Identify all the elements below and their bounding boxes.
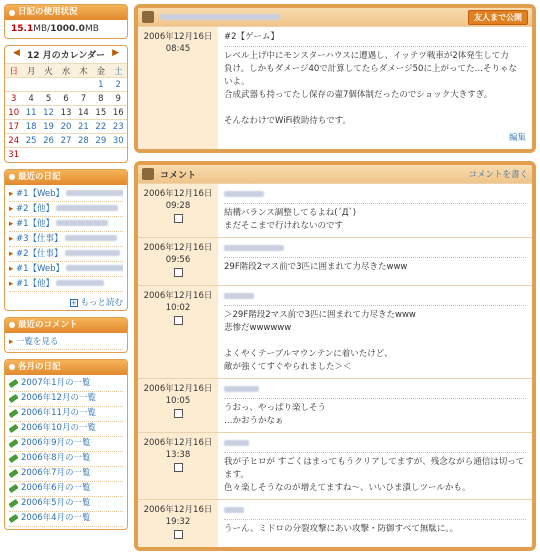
recent-comments-title: 最近のコメント xyxy=(18,319,78,330)
calendar-day[interactable]: 12 xyxy=(40,106,57,120)
weekday-label: 土 xyxy=(110,64,127,78)
comment-line: 結構バランス調整してるよね(´Д`) xyxy=(224,208,357,218)
redacted-author xyxy=(224,440,249,446)
calendar-day[interactable]: 6 xyxy=(57,92,74,106)
redacted-text xyxy=(66,265,123,271)
monthly-label: 2006年7月の一覧 xyxy=(21,468,91,478)
pencil-icon xyxy=(9,439,19,448)
comment-body xyxy=(218,433,532,499)
comments-panel xyxy=(134,161,536,551)
recent-entry-label: #2【仕事】 xyxy=(15,248,63,259)
calendar-day[interactable]: 10 xyxy=(5,106,22,120)
calendar-day[interactable]: 31 xyxy=(5,148,22,162)
usage-sep: MB/ xyxy=(33,24,51,34)
redacted-text xyxy=(66,190,123,196)
redacted-text xyxy=(56,280,104,286)
monthly-link[interactable] xyxy=(9,437,123,452)
recent-entry-link[interactable] xyxy=(9,232,123,247)
comment-date: 2006年12月16日 xyxy=(143,291,213,301)
bullet-icon xyxy=(9,322,15,328)
pencil-icon xyxy=(9,514,19,523)
entry-date: 2006年12月16日 xyxy=(143,32,213,42)
monthly-label: 2007年1月の一覧 xyxy=(21,378,91,388)
entry-header xyxy=(138,8,532,26)
calendar-day xyxy=(75,78,92,92)
comment-line: ＞29F階段2マス前で3匹に囲まれて力尽きたwww xyxy=(224,310,416,320)
monthly-label: 2006年8月の一覧 xyxy=(21,453,91,463)
usage-value xyxy=(5,20,127,38)
entry-time: 08:45 xyxy=(165,44,191,54)
arrow-icon: ▸ xyxy=(9,263,16,274)
redacted-author xyxy=(224,293,254,299)
weekday-label: 日 xyxy=(5,64,22,78)
weekday-label: 木 xyxy=(75,64,92,78)
entry-line: いよ。 xyxy=(224,77,250,87)
recent-box xyxy=(4,169,128,311)
calendar-day[interactable]: 9 xyxy=(110,92,127,106)
comment-list xyxy=(138,183,532,547)
plus-icon: + xyxy=(70,298,77,307)
monthly-label: 2006年11月の一覧 xyxy=(21,408,96,418)
recent-entry-link[interactable] xyxy=(9,277,123,292)
comment-body xyxy=(218,379,532,432)
comment-line: まだそこまで行けれないのです xyxy=(224,221,344,231)
entry-body xyxy=(218,27,532,149)
recent-comments-list xyxy=(5,333,127,352)
comment-date-col xyxy=(138,500,218,547)
arrow-icon: ▸ xyxy=(9,248,16,259)
calendar-day xyxy=(57,78,74,92)
recent-entry-link[interactable] xyxy=(9,262,123,277)
monthly-header xyxy=(5,360,127,375)
usage-used: 15.1 xyxy=(11,24,34,34)
redacted-author xyxy=(224,507,244,513)
monthly-label: 2006年5月の一覧 xyxy=(21,498,91,508)
comment-line: ます。 xyxy=(224,470,249,480)
comments-list-label: 一覧を見る xyxy=(15,336,59,347)
calendar-day xyxy=(22,78,39,92)
comment-date: 2006年12月16日 xyxy=(143,384,213,394)
calendar-day[interactable]: 14 xyxy=(75,106,92,120)
comment-line: うおっ、やっぱり楽しそう xyxy=(224,403,327,413)
calendar-day[interactable]: 3 xyxy=(5,92,22,106)
monthly-label: 2006年10月の一覧 xyxy=(21,423,96,433)
comment-line: 29F階段2マス前で3匹に囲まれて力尽きたwww xyxy=(224,262,408,272)
comment-date-col xyxy=(138,184,218,237)
pencil-icon xyxy=(9,454,19,463)
arrow-icon: ▸ xyxy=(9,336,14,347)
comment-line: …かおうかなぁ xyxy=(224,416,284,426)
comment-body xyxy=(218,184,532,237)
calendar-box xyxy=(4,45,128,163)
comments-title: コメント xyxy=(160,170,197,181)
comment-row xyxy=(138,499,532,547)
recent-entry-label: #1【Web】 xyxy=(15,188,65,199)
monthly-box xyxy=(4,359,128,530)
recent-title: 最近の日記 xyxy=(18,171,61,182)
comments-list-link[interactable] xyxy=(9,335,123,350)
calendar-day[interactable]: 7 xyxy=(75,92,92,106)
calendar-day[interactable]: 5 xyxy=(40,92,57,106)
usage-header xyxy=(5,5,127,20)
entry-line: 合成武器も持ってたし保存の壷7個体制だったのでショック大きすぎ。 xyxy=(224,90,493,100)
comment-line: 我が子ヒロが すごくはまってもうクリアしてますが、残念ながら通信は切って xyxy=(224,457,525,467)
recent-entry-link[interactable] xyxy=(9,247,123,262)
redacted-text xyxy=(65,250,120,256)
entry-title-redacted xyxy=(160,14,280,20)
monthly-link[interactable] xyxy=(9,467,123,482)
delete-checkbox[interactable] xyxy=(174,409,183,418)
comment-date-col xyxy=(138,433,218,499)
calendar-day[interactable]: 30 xyxy=(110,134,127,148)
entry-line: レベル上げ中にモンスターハウスに遭遇し、イッテツ戦車が2体発生して力 xyxy=(224,51,509,61)
entry-row xyxy=(138,26,532,149)
weekday-label: 水 xyxy=(57,64,74,78)
calendar-day[interactable]: 13 xyxy=(57,106,74,120)
more-label: もっと読む xyxy=(80,297,123,308)
arrow-icon: ▸ xyxy=(9,188,16,199)
monthly-link[interactable] xyxy=(9,407,123,422)
comment-date: 2006年12月16日 xyxy=(143,438,213,448)
comment-date: 2006年12月16日 xyxy=(143,505,213,515)
comment-date-col xyxy=(138,379,218,432)
entry-line xyxy=(224,102,526,115)
pencil-icon xyxy=(9,469,19,478)
usage-title: 日記の使用状況 xyxy=(18,7,78,17)
visibility-badge: 友人まで公開 xyxy=(468,10,528,25)
calendar-day xyxy=(57,148,74,162)
monthly-title: 各月の日記 xyxy=(18,361,61,372)
recent-comments-box xyxy=(4,317,128,353)
comment-author xyxy=(224,290,526,306)
entry-line: 負け。しかもダメージ40で計算してたらダメージ50に上がってた…そりゃな xyxy=(224,64,517,74)
calendar-day[interactable]: 21 xyxy=(75,120,92,134)
pencil-icon xyxy=(9,484,19,493)
calendar-day xyxy=(40,78,57,92)
redacted-author xyxy=(224,245,284,251)
delete-checkbox[interactable] xyxy=(174,463,183,472)
monthly-link[interactable] xyxy=(9,512,123,527)
calendar-day[interactable]: 11 xyxy=(22,106,39,120)
more-link[interactable] xyxy=(5,294,127,310)
entry-panel xyxy=(134,4,536,153)
comment-date-col xyxy=(138,286,218,378)
monthly-list xyxy=(5,375,127,529)
calendar-day[interactable]: 23 xyxy=(110,120,127,134)
calendar-title-bar xyxy=(5,46,127,63)
calendar-day[interactable]: 26 xyxy=(40,134,57,148)
usage-box xyxy=(4,4,128,39)
calendar-day[interactable]: 20 xyxy=(57,120,74,134)
comment-author xyxy=(224,188,526,204)
comment-author xyxy=(224,504,526,520)
comment-line: うーん、ミドロの分裂攻撃にあい攻撃・防御すべて無駄に。。 xyxy=(224,524,459,534)
edit-link[interactable]: 編集 xyxy=(508,133,526,143)
sidebar xyxy=(4,4,128,536)
monthly-label: 2006年9月の一覧 xyxy=(21,438,91,448)
arrow-icon: ▸ xyxy=(9,233,16,244)
comment-time: 09:28 xyxy=(165,201,191,211)
calendar-table xyxy=(5,63,127,162)
pencil-icon xyxy=(9,379,19,388)
comment-date-col xyxy=(138,238,218,285)
bullet-icon xyxy=(9,364,15,370)
pencil-icon xyxy=(9,499,19,508)
comment-time: 13:38 xyxy=(165,450,191,460)
weekday-label: 火 xyxy=(40,64,57,78)
calendar-day[interactable]: 15 xyxy=(92,106,109,120)
monthly-label: 2006年6月の一覧 xyxy=(21,483,91,493)
arrow-icon: ▸ xyxy=(9,278,16,289)
comment-body xyxy=(218,286,532,378)
redacted-text xyxy=(56,205,118,211)
redacted-author xyxy=(224,191,264,197)
comment-line: 悲惨だwwwwww xyxy=(224,323,292,333)
calendar-day[interactable]: 18 xyxy=(22,120,39,134)
usage-unit: MB xyxy=(84,24,99,34)
monthly-link[interactable] xyxy=(9,497,123,512)
recent-header xyxy=(5,170,127,185)
delete-checkbox[interactable] xyxy=(174,530,183,539)
calendar-day[interactable]: 17 xyxy=(5,120,22,134)
prev-month-icon[interactable]: ◀ xyxy=(13,48,20,58)
recent-entry-link[interactable] xyxy=(9,202,123,217)
weekday-label: 金 xyxy=(92,64,109,78)
comment-line: よくやくテーブルマウンテンに着いたけど、 xyxy=(224,349,393,359)
entry-text xyxy=(224,50,526,128)
comment-author xyxy=(224,437,526,453)
comment-date: 2006年12月16日 xyxy=(143,189,213,199)
monthly-link[interactable] xyxy=(9,452,123,467)
calendar-day[interactable]: 22 xyxy=(92,120,109,134)
comments-header xyxy=(138,165,532,183)
entry-date-col xyxy=(138,27,218,149)
comment-row xyxy=(138,432,532,499)
recent-entry-label: #1【Web】 xyxy=(15,263,65,274)
monthly-link[interactable] xyxy=(9,422,123,437)
calendar-day[interactable]: 2 xyxy=(110,78,127,92)
pencil-icon xyxy=(9,424,19,433)
monthly-link[interactable] xyxy=(9,392,123,407)
pencil-icon xyxy=(9,394,19,403)
comment-line: 敵が強くてすぐやられました＞＜ xyxy=(224,362,352,372)
calendar-day[interactable]: 25 xyxy=(22,134,39,148)
calendar-day xyxy=(22,148,39,162)
monthly-link[interactable] xyxy=(9,482,123,497)
calendar-day[interactable]: 4 xyxy=(22,92,39,106)
comment-line xyxy=(224,335,526,348)
calendar-day[interactable]: 1 xyxy=(92,78,109,92)
calendar-day[interactable]: 29 xyxy=(92,134,109,148)
pencil-icon xyxy=(9,409,19,418)
comment-author xyxy=(224,383,526,399)
comment-author xyxy=(224,242,526,258)
recent-entry-label: #1【他】 xyxy=(15,278,54,289)
next-month-icon[interactable]: ▶ xyxy=(112,48,119,58)
redacted-author xyxy=(224,386,259,392)
comment-body xyxy=(218,500,532,547)
calendar-title: 12 月のカレンダー xyxy=(26,51,106,61)
calendar-day[interactable]: 24 xyxy=(5,134,22,148)
recent-entry-label: #1【他】 xyxy=(15,218,54,229)
monthly-link[interactable] xyxy=(9,377,123,392)
calendar-day xyxy=(92,148,109,162)
entry-line: そんなわけでWiFi救助待ちです。 xyxy=(224,116,351,126)
usage-total: 1000.0 xyxy=(50,24,85,34)
comment-row xyxy=(138,183,532,237)
comment-icon xyxy=(142,168,154,180)
arrow-icon: ▸ xyxy=(9,218,16,229)
comment-time: 10:02 xyxy=(165,303,191,313)
calendar-day[interactable]: 27 xyxy=(57,134,74,148)
recent-entry-link[interactable] xyxy=(9,217,123,232)
recent-entry-label: #2【他】 xyxy=(15,203,54,214)
arrow-icon: ▸ xyxy=(9,203,16,214)
comment-row xyxy=(138,285,532,378)
delete-checkbox[interactable] xyxy=(174,268,183,277)
monthly-label: 2006年12月の一覧 xyxy=(21,393,96,403)
weekday-label: 月 xyxy=(22,64,39,78)
comment-date: 2006年12月16日 xyxy=(143,243,213,253)
calendar-day xyxy=(5,78,22,92)
calendar-day[interactable]: 28 xyxy=(75,134,92,148)
monthly-label: 2006年4月の一覧 xyxy=(21,513,91,523)
redacted-text xyxy=(65,235,117,241)
calendar-day[interactable]: 19 xyxy=(40,120,57,134)
comment-line: 色々楽しそうなのが増えてますね～、いいひま潰しツールかも。 xyxy=(224,483,471,493)
recent-list xyxy=(5,185,127,294)
comment-time: 10:05 xyxy=(165,396,191,406)
comment-row xyxy=(138,237,532,285)
comment-row xyxy=(138,378,532,432)
bullet-icon xyxy=(9,10,15,16)
delete-checkbox[interactable] xyxy=(174,214,183,223)
bullet-icon xyxy=(9,174,15,180)
calendar-day xyxy=(75,148,92,162)
main-content xyxy=(134,4,536,559)
recent-entry-label: #3【仕事】 xyxy=(15,233,63,244)
calendar-day[interactable]: 8 xyxy=(92,92,109,106)
entry-subject: #2【ゲーム】 xyxy=(224,31,526,47)
comment-time: 19:32 xyxy=(165,517,191,527)
recent-entry-link[interactable] xyxy=(9,187,123,202)
write-comment-link[interactable]: コメントを書く xyxy=(468,170,528,180)
diary-icon xyxy=(142,11,154,23)
recent-comments-header xyxy=(5,318,127,333)
comment-time: 09:56 xyxy=(165,255,191,265)
calendar-day xyxy=(40,148,57,162)
comment-body xyxy=(218,238,532,285)
delete-checkbox[interactable] xyxy=(174,316,183,325)
calendar-day[interactable]: 16 xyxy=(110,106,127,120)
redacted-text xyxy=(56,220,108,226)
calendar-day xyxy=(110,148,127,162)
